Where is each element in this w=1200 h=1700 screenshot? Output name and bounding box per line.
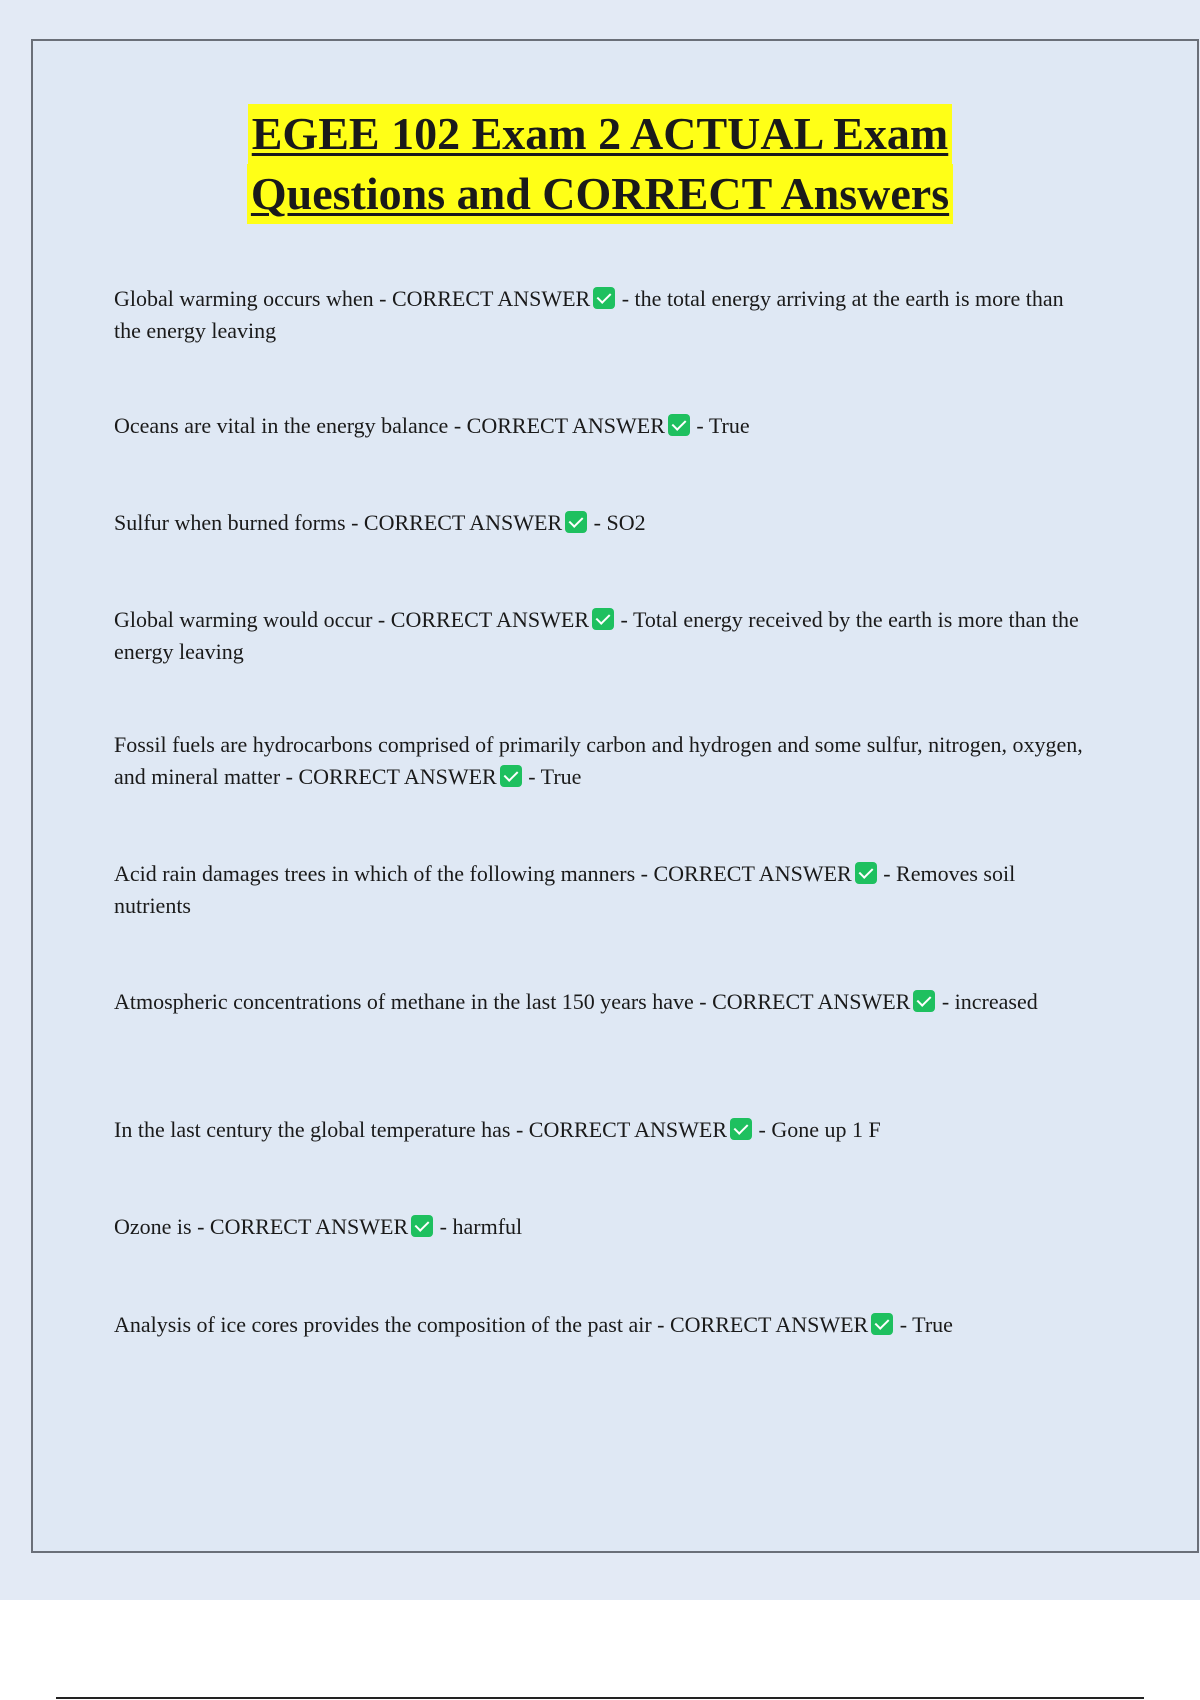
check-box-icon: [565, 511, 587, 533]
document-title: [0, 104, 1200, 224]
check-box-icon: [411, 1215, 433, 1237]
answer-marker: CORRECT ANSWER: [298, 764, 497, 789]
question-text: Oceans are vital in the energy balance -: [114, 413, 467, 438]
answer-marker: CORRECT ANSWER: [653, 861, 852, 886]
answer-text: - Removes soil nutrients: [114, 861, 1016, 918]
question-text: Atmospheric concentrations of methane in the last 150 years have -: [114, 989, 713, 1014]
answer-text: - Total energy received by the earth is more than the energy leaving: [114, 607, 1079, 664]
answer-marker: CORRECT ANSWER: [466, 413, 665, 438]
answer-marker: CORRECT ANSWER: [363, 510, 563, 535]
answer-marker: CORRECT ANSWER: [528, 1117, 728, 1142]
question-text: Acid rain damages trees in which of the following manners -: [114, 861, 654, 886]
title-line-1: EGEE 102 Exam 2 ACTUAL Exam: [248, 104, 953, 164]
answer-text: - SO2: [588, 510, 646, 535]
check-box-icon: [730, 1118, 752, 1140]
answer-text: - True: [894, 1312, 953, 1337]
question-text: Analysis of ice cores provides the composition of the past air -: [114, 1312, 670, 1337]
qa-item: [114, 729, 1094, 793]
question-text: Global warming occurs when -: [114, 286, 392, 311]
qa-item: [114, 604, 1094, 668]
answer-text: - increased: [936, 989, 1038, 1014]
question-text: Global warming would occur -: [114, 607, 391, 632]
question-text: In the last century the global temperature has -: [114, 1117, 529, 1142]
qa-item: [114, 410, 1094, 442]
check-box-icon: [855, 862, 877, 884]
check-box-icon: [668, 414, 690, 436]
check-box-icon: [871, 1313, 893, 1335]
check-box-icon: [593, 287, 615, 309]
answer-marker: CORRECT ANSWER: [390, 607, 590, 632]
footer-rule: [56, 1697, 1144, 1699]
qa-item: [114, 986, 1094, 1018]
answer-text: - Gone up 1 F: [753, 1117, 881, 1142]
answer-text: - harmful: [434, 1214, 523, 1239]
check-box-icon: [592, 608, 614, 630]
question-text: Fossil fuels are hydrocarbons comprised of primarily carbon and hydrogen and some sulfur, nitrogen, oxygen, and mineral matter -: [114, 732, 1083, 789]
title-line-2: Questions and CORRECT Answers: [247, 164, 953, 224]
answer-text: - True: [690, 413, 750, 438]
check-box-icon: [500, 765, 522, 787]
qa-item: [114, 1114, 1094, 1146]
check-box-icon: [913, 990, 935, 1012]
qa-item: [114, 507, 1094, 539]
question-text: Ozone is -: [114, 1214, 210, 1239]
question-text: Sulfur when burned forms -: [114, 510, 364, 535]
answer-marker: CORRECT ANSWER: [391, 286, 591, 311]
qa-item: [114, 283, 1094, 347]
answer-marker: CORRECT ANSWER: [712, 989, 911, 1014]
answer-marker: CORRECT ANSWER: [209, 1214, 409, 1239]
answer-text: - the total energy arriving at the earth is more than the energy leaving: [114, 286, 1064, 343]
answer-marker: CORRECT ANSWER: [669, 1312, 869, 1337]
answer-text: - True: [522, 764, 582, 789]
qa-item: [114, 1211, 1094, 1243]
qa-item: [114, 1309, 1094, 1341]
qa-item: [114, 858, 1094, 922]
